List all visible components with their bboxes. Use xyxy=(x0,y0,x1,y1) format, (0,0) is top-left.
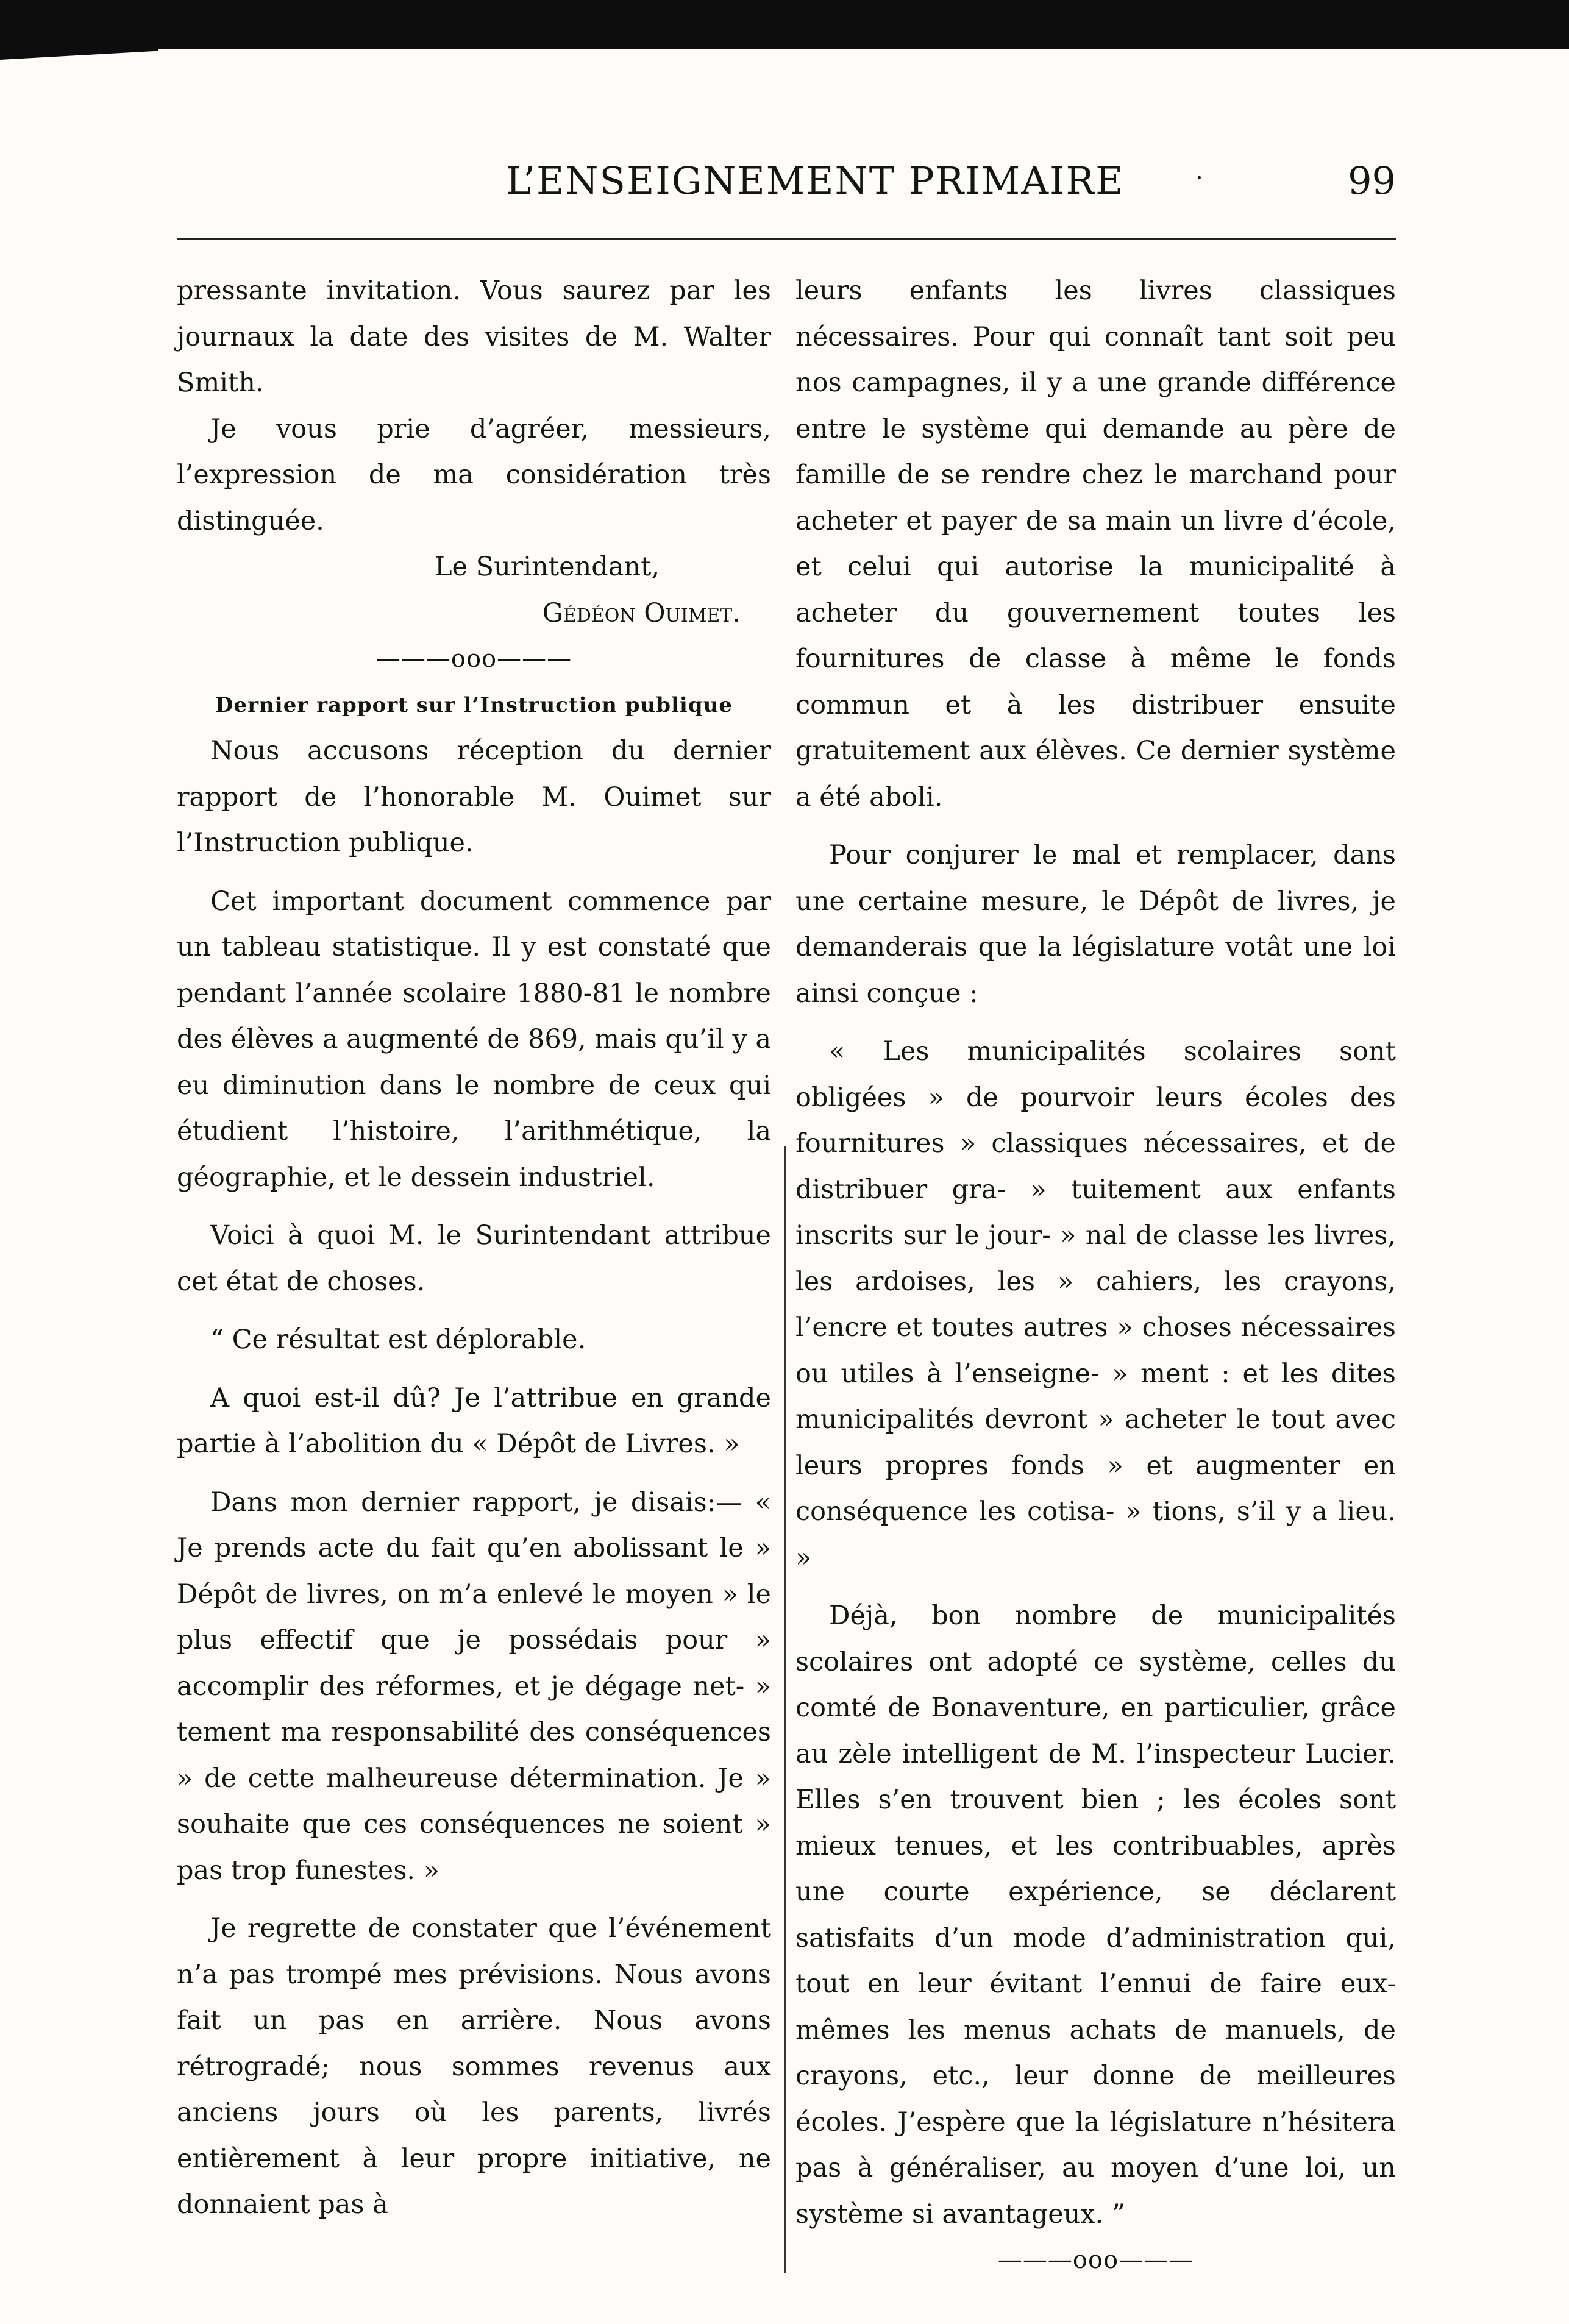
paragraph: Voici à quoi M. le Surintendant attribue cet état de choses. xyxy=(177,1220,771,1297)
paragraph: Je vous prie d’agréer, messieurs, l’expression de ma considération très distinguée. xyxy=(177,413,771,536)
section-heading: Dernier rapport sur l’Instruction publique xyxy=(215,692,733,717)
paragraph: Nous accusons réception du dernier rapport de l’honorable M. Ouimet sur l’Instruction publique. xyxy=(177,736,771,858)
paragraph: Déjà, bon nombre de municipalités scolaires ont adopté ce système, celles du comté de Bonaventure, en particulier, grâce au zèle intelligent de M. l’inspecteur Lucier. Elles s’en trouvent bien ; les écoles sont mieux tenues, et les contribuables, après une courte expérience, se déclarent satisfaits d’un mode d’administration qui, tout en leur évitant l’ennui de faire eux-mêmes les menus achats de manuels, de crayons, etc., leur donne de meilleures écoles. J’espère que la législature n’hésitera pas à généraliser, au moyen d’une loi, un système si avantageux. ” xyxy=(795,1601,1396,2230)
header-dot: · xyxy=(1196,166,1203,191)
separator: ———ooo——— xyxy=(997,2246,1194,2274)
scan-top-edge xyxy=(0,0,1569,49)
column-divider xyxy=(784,1146,786,2273)
header-rule xyxy=(177,238,1396,240)
left-column xyxy=(177,268,771,2228)
paragraph: A quoi est-il dû? Je l’attribue en grande partie à l’abolition du « Dépôt de Livres. » xyxy=(177,1382,771,1459)
journal-title: L’ENSEIGNEMENT PRIMAIRE xyxy=(506,158,1125,203)
paragraph: Je regrette de constater que l’événement n’a pas trompé mes prévisions. Nous avons fait un pas en arrière. Nous avons rétrogradé; nous sommes revenus aux anciens jours où les parents, livrés entièrement à leur propre initiative, ne donnaient pas à xyxy=(177,1913,771,2220)
paragraph: pressante invitation. Vous saurez par les journaux la date des visites de M. Walter Smith. xyxy=(177,275,771,398)
paragraph: Cet important document commence par un tableau statistique. Il y est constaté que pendant l’année scolaire 1880-81 le nombre des élèves a augmenté de 869, mais qu’il y a eu diminution dans le nombre de ceux qui étudient l’histoire, l’arithmétique, la géographie, et le dessein industriel. xyxy=(177,886,771,1193)
quoted-paragraph: Dans mon dernier rapport, je disais:— « Je prends acte du fait qu’en abolissant le » Dépôt de livres, on m’a enlevé le moyen » le plus effectif que je possédais pour » accomplir des réformes, et je dégage net- » tement ma responsabilité des conséquences » de cette malheureuse détermination. Je » souhaite que ces conséquences ne soient » pas trop funestes. » xyxy=(177,1487,771,1886)
scan-top-edge-taper xyxy=(0,49,158,60)
right-column xyxy=(795,268,1396,2284)
page-number: 99 xyxy=(1348,158,1396,203)
signature-name: Gédéon Ouimet. xyxy=(542,597,741,628)
paragraph: leurs enfants les livres classiques nécessaires. Pour qui connaît tant soit peu nos campagnes, il y a une grande différence entre le système qui demande au père de famille de se rendre chez le marchand pour acheter et payer de sa main un livre d’école, et celui qui autorise la municipalité à acheter du gouvernement toutes les fournitures de classe à même le fonds commun et à les distribuer ensuite gratuitement aux élèves. Ce dernier système a été aboli. xyxy=(795,275,1396,812)
running-header xyxy=(177,158,1396,207)
paragraph: “ Ce résultat est déplorable. xyxy=(210,1324,586,1355)
paragraph: Pour conjurer le mal et remplacer, dans une certaine mesure, le Dépôt de livres, je demanderais que la législature votât une loi ainsi conçue : xyxy=(795,840,1396,1009)
signature-title: Le Surintendant, xyxy=(434,552,660,582)
separator: ———ooo——— xyxy=(375,645,572,673)
quoted-law-text: « Les municipalités scolaires sont obligées » de pourvoir leurs écoles des fournitures » classiques nécessaires, et de distribuer gra- » tuitement aux enfants inscrits sur le jour- » nal de classe les livres, les ardoises, les » cahiers, les crayons, l’encre et toutes autres » choses nécessaires ou utiles à l’enseigne- » ment : et les dites municipalités devront » acheter le tout avec leurs propres fonds » et augmenter en conséquence les cotisa- » tions, s’il y a lieu. » xyxy=(795,1036,1396,1573)
